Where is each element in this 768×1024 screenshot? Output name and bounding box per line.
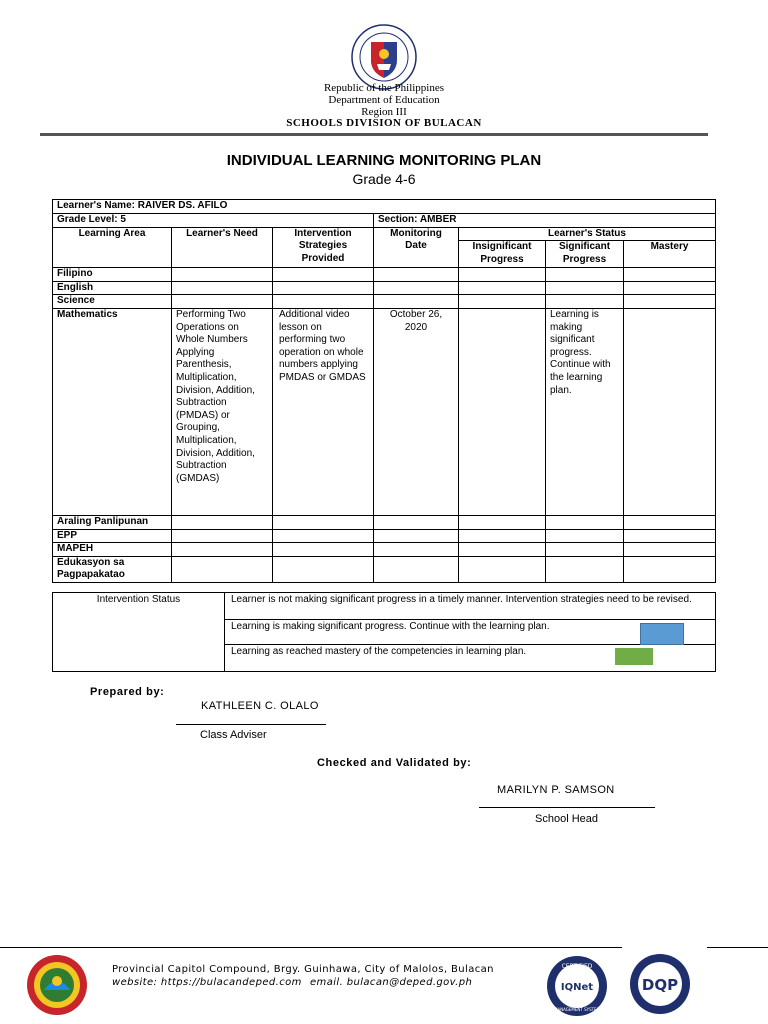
status-item-revise: Learner is not making significant progress in a timely manner. Intervention strategies need to be revised. (225, 593, 716, 620)
prepared-by-role: Class Adviser (200, 729, 267, 741)
footer-email: email. bulacan@deped.gov.ph (310, 977, 473, 988)
republic-line: Republic of the Philippines (323, 82, 445, 94)
col-learning-area: Learning Area (53, 227, 172, 268)
col-intervention: Intervention Strategies Provided (273, 227, 374, 268)
checked-signature-line (479, 807, 655, 808)
iqnet-certified-text: CERTIFIED (561, 963, 593, 970)
region-line: Region III (361, 106, 407, 118)
monitoring-date-value: October 26, 2020 (374, 308, 459, 515)
table-row (53, 308, 716, 515)
intervention-status-label: Intervention Status (53, 593, 225, 672)
bulacan-division-seal-icon (26, 954, 88, 1016)
table-row (53, 268, 716, 282)
table-row (53, 529, 716, 543)
prepared-by-name: KATHLEEN C. OLALO (201, 700, 319, 712)
footer-address: Provincial Capitol Compound, Brgy. Guinhawa, City of Malolos, Bulacan (112, 964, 494, 975)
division-line: SCHOOLS DIVISION OF BULACAN (286, 117, 482, 129)
checked-by-name: MARILYN P. SAMSON (497, 784, 615, 796)
checked-by-label: Checked and Validated by: (317, 757, 472, 769)
section: Section: AMBER (374, 214, 716, 228)
dqp-certification-icon (627, 953, 693, 1015)
mastery-swatch (615, 648, 653, 665)
iqnet-certified-icon (546, 955, 608, 1017)
status-item-mastery: Learning as reached mastery of the competencies in learning plan. (225, 645, 716, 672)
prepared-signature-line (176, 724, 326, 725)
learning-area: Mathematics (53, 308, 172, 515)
learning-area: English (53, 281, 172, 295)
col-insignificant: Insignificant Progress (459, 241, 546, 268)
learner-name: Learner's Name: RAIVER DS. AFILO (53, 200, 716, 214)
header-divider (40, 133, 708, 136)
status-item-significant: Learning is making significant progress. Continue with the learning plan. (225, 620, 716, 645)
document-subtitle: Grade 4-6 (352, 171, 416, 187)
iqnet-system-text: MANAGEMENT SYSTEM (553, 1007, 601, 1012)
learning-area: Edukasyon sa Pagpapakatao (53, 556, 172, 582)
document-title: INDIVIDUAL LEARNING MONITORING PLAN (226, 152, 542, 169)
col-learners-status: Learner's Status (459, 227, 716, 241)
col-mastery: Mastery (624, 241, 716, 268)
footer-website: website: https://bulacandeped.com (112, 977, 302, 988)
department-line: Department of Education (328, 94, 440, 106)
monitoring-table (52, 199, 716, 583)
learning-area: Araling Panlipunan (53, 515, 172, 529)
col-learners-need: Learner's Need (172, 227, 273, 268)
table-row (53, 515, 716, 529)
col-monitoring-date: Monitoring Date (374, 227, 459, 268)
significant-progress-swatch (640, 623, 684, 645)
table-row (53, 295, 716, 309)
table-row (53, 543, 716, 557)
table-row (53, 281, 716, 295)
footer-divider-left (0, 947, 622, 948)
learning-area: Science (53, 295, 172, 309)
significant-progress-text: Learning is making significant progress. Continue with the learning plan. (546, 308, 624, 515)
intervention-text: Additional video lesson on performing two operation on whole numbers applying PMDAS or GMDAS (273, 308, 374, 515)
table-row (53, 556, 716, 582)
iqnet-logo-text: IQNet (560, 982, 594, 993)
checked-by-role: School Head (535, 813, 598, 825)
grade-level: Grade Level: 5 (53, 214, 374, 228)
col-significant: Significant Progress (546, 241, 624, 268)
footer-divider-right (707, 947, 768, 948)
learning-area: Filipino (53, 268, 172, 282)
deped-seal-icon (351, 24, 417, 90)
learners-need-text: Performing Two Operations on Whole Numbers Applying Parenthesis, Multiplication, Division, Addition, Subtraction (PMDAS) or Grouping, Multiplication, Division, Addition, Subtraction (GMDAS) (172, 308, 273, 515)
dqp-logo-text: DQP (641, 976, 679, 994)
learning-area: MAPEH (53, 543, 172, 557)
learning-area: EPP (53, 529, 172, 543)
prepared-by-label: Prepared by: (90, 686, 165, 698)
